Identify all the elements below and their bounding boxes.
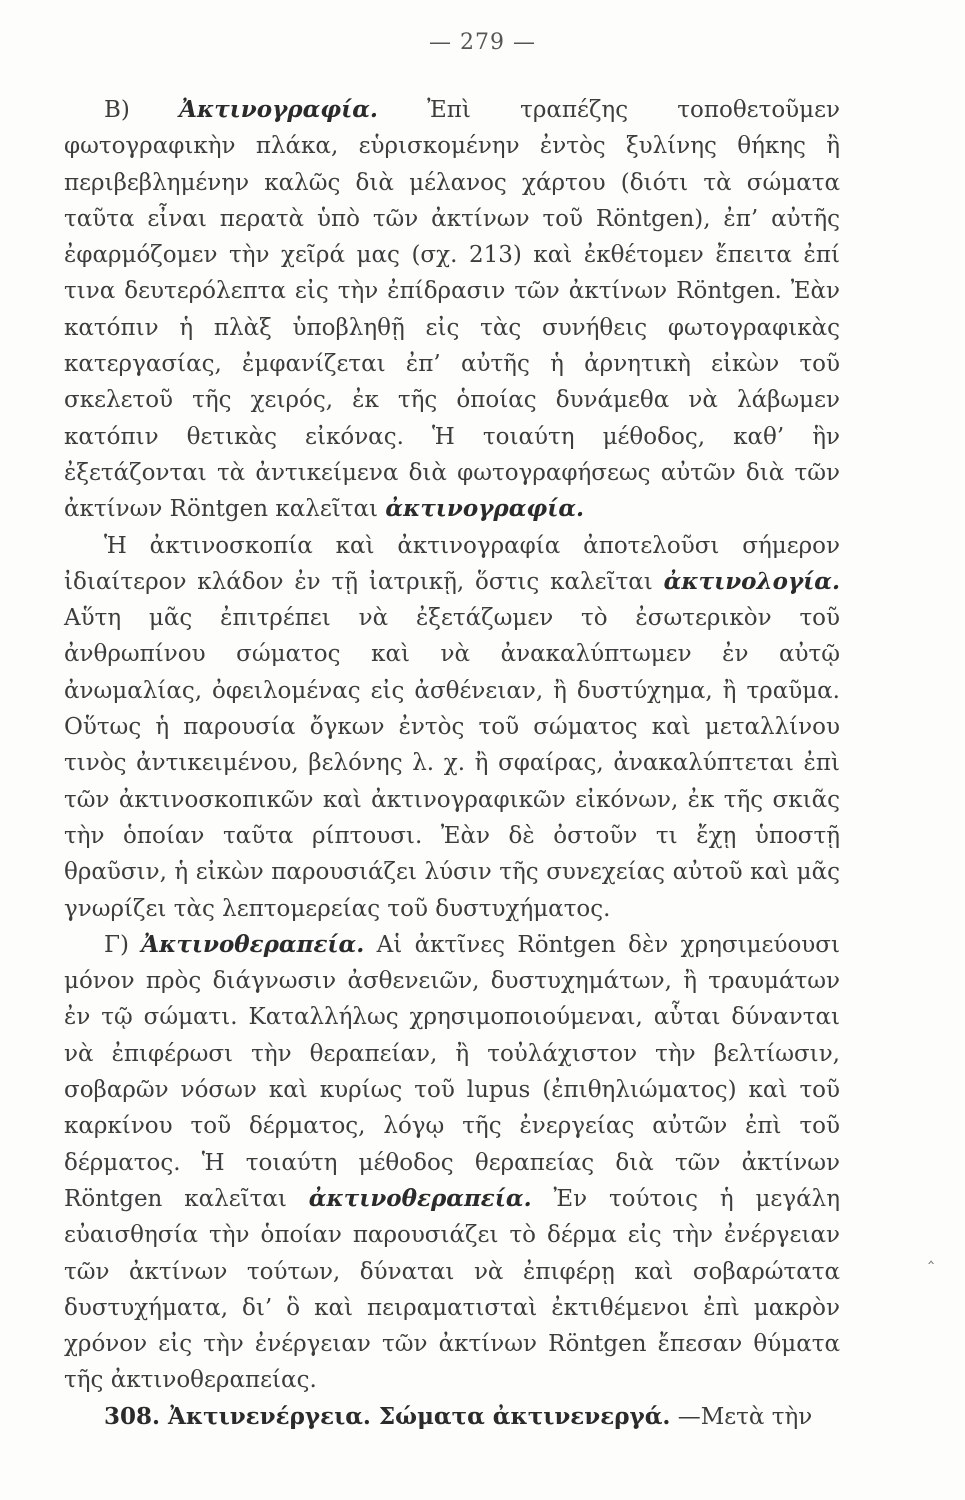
paragraph-radiography [64, 92, 840, 528]
paragraph-radiotherapy [64, 927, 840, 1399]
term-radiology: ἀκτινολογία. [663, 567, 840, 595]
section-title: Ἀκτινενέργεια. Σώματα ἀκτινενεργά. [160, 1402, 671, 1430]
paragraph-radiotherapy-text-2: Ἐν τούτοις ἡ μεγάλη εὐαισθησία τὴν ὁποίαν παρουσιάζει τὸ δέρμα εἰς τὴν ἐνέργειαν τῶν ἀκτίνων τούτων, δύναται νὰ ἐπιφέρῃ καὶ σοβαρώτατα δυστυχήματα, δι’ ὃ καὶ πειραματισταὶ ἐκτιθέμενοι ἐπὶ μακρὸν χρόνον εἰς τὴν ἐνέργειαν τῶν ἀκτίνων Röntgen ἔπεσαν θύματα τῆς ἀκτινοθεραπείας. [64, 1185, 840, 1394]
paragraph-radiography-text: Ἐπὶ τραπέζης τοποθετοῦμεν φωτογραφικὴν πλάκα, εὑρισκομένην ἐντὸς ξυλίνης θήκης ἢ περιβεβλημένην καλῶς διὰ μέλανος χάρτου (διότι τὰ σώματα ταῦτα εἶναι περατὰ ὑπὸ τῶν ἀκτίνων τοῦ Röntgen), ἐπ’ αὐτῆς ἐφαρμόζομεν τὴν χεῖρά μας (σχ. 213) καὶ ἐκθέτομεν ἔπειτα ἐπί τινα δευτερόλεπτα εἰς τὴν ἐπίδρασιν τῶν ἀκτίνων Röntgen. Ἐὰν κατόπιν ἡ πλὰξ ὑποβληθῇ εἰς τὰς συνήθεις φωτογραφικὰς κατεργασίας, ἐμφανίζεται ἐπ’ αὐτῆς ἡ ἀρνητικὴ εἰκὼν τοῦ σκελετοῦ τῆς χειρός, ἐκ τῆς ὁποίας δυνάμεθα νὰ λάβωμεν κατόπιν θετικὰς εἰκόνας. Ἡ τοιαύτη μέθοδος, καθ’ ἣν ἐξετάζονται τὰ ἀντικείμενα διὰ φωτογραφήσεως αὐτῶν διὰ τῶν ἀκτίνων Röntgen καλεῖται [64, 97, 840, 523]
page-number: — 279 — [429, 30, 536, 55]
term-radiotherapy: ἀκτινοθεραπεία. [308, 1184, 532, 1212]
section-number: 308. [104, 1402, 161, 1430]
paragraph-radiology [64, 528, 840, 927]
body-text [64, 92, 840, 1435]
paragraph-radiotherapy-text-1: Αἱ ἀκτῖνες Röntgen δὲν χρησιμεύουσι μόνον πρὸς διάγνωσιν ἀσθενειῶν, δυστυχημάτων, ἢ τραυμάτων ἐν τῷ σώματι. Καταλλήλως χρησιμοποιούμεναι, αὗται δύνανται νὰ ἐπιφέρωσι τὴν θεραπείαν, ἢ τοὐλάχιστον τὴν βελτίωσιν, σοβαρῶν νόσων καὶ κυρίως τοῦ lupus (ἐπιθηλιώματος) καὶ τοῦ καρκίνου τοῦ δέρματος, λόγῳ τῆς ἐνεργείας αὐτῶν ἐπὶ τοῦ δέρματος. Ἡ τοιαύτη μέθοδος θεραπείας διὰ τῶν ἀκτίνων Röntgen καλεῖται [64, 931, 840, 1212]
term-radiography: ἀκτινογραφία. [385, 495, 585, 523]
margin-mark: ‸ [928, 1244, 935, 1265]
section-label-b: Β) [104, 97, 180, 123]
section-308-text: —Μετὰ τὴν [670, 1403, 813, 1430]
section-label-c: Γ) [104, 931, 142, 958]
term-radiography-heading: Ἀκτινογραφία. [179, 96, 378, 123]
paragraph-radiology-text-2: Αὕτη μᾶς ἐπιτρέπει νὰ ἐξετάζωμεν τὸ ἐσωτερικὸν τοῦ ἀνθρωπίνου σώματος καὶ νὰ ἀνακαλύπτωμεν ἐν αὐτῷ ἀνωμαλίας, ὀφειλομένας εἰς ἀσθένειαν, ἢ δυστύχημα, ἢ τραῦμα. Οὕτως ἡ παρουσία ὄγκων ἐντὸς τοῦ σώματος καὶ μεταλλίνου τινὸς ἀντικειμένου, βελόνης λ. χ. ἢ σφαίρας, ἀνακαλύπτεται ἐπὶ τῶν ἀκτινοσκοπικῶν καὶ ἀκτινογραφικῶν εἰκόνων, ἐκ τῆς σκιᾶς τὴν ὁποίαν ταῦτα ρίπτουσι. Ἐὰν δὲ ὀστοῦν τι ἔχῃ ὑποστῇ θραῦσιν, ἡ εἰκὼν παρουσιάζει λύσιν τῆς συνεχείας αὐτοῦ καὶ μᾶς γνωρίζει τὰς λεπτομερείας τοῦ δυστυχήματος. [64, 605, 840, 922]
section-308-heading [64, 1399, 840, 1435]
term-radiotherapy-heading: Ἀκτινοθεραπεία. [141, 930, 365, 958]
paragraph-radiology-text-1: Ἡ ἀκτινοσκοπία καὶ ἀκτινογραφία ἀποτελοῦσι σήμερον ἰδιαίτερον κλάδον ἐν τῇ ἰατρικῇ, ὅστις καλεῖται [64, 532, 840, 595]
